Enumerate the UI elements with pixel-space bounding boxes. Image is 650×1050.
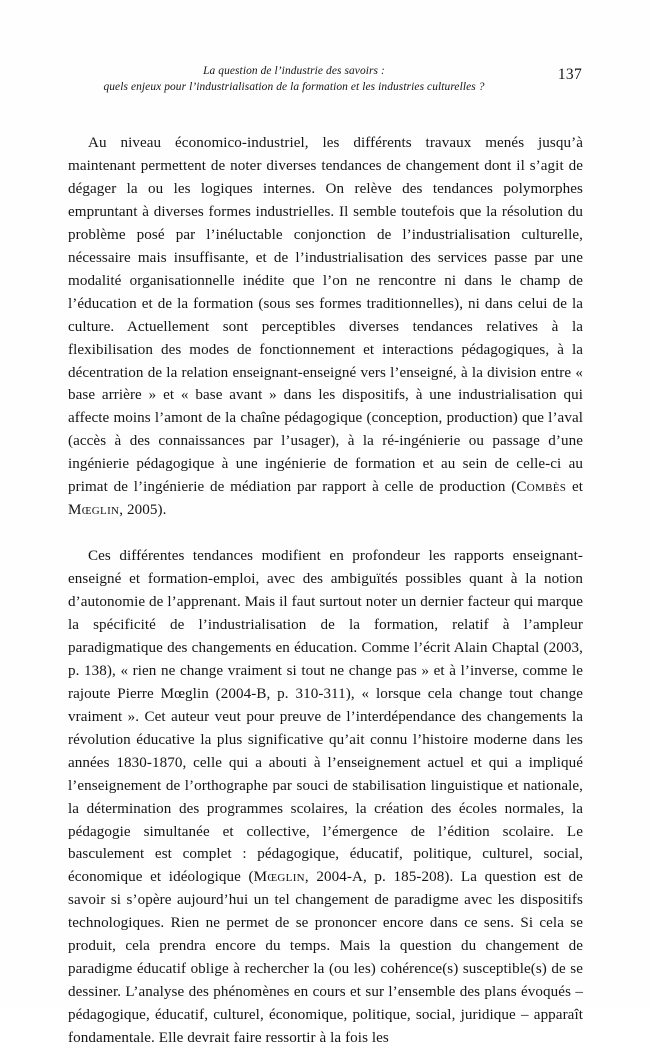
citation-author-moeglin-2: Mœglin [253,869,305,886]
running-head [68,64,582,104]
running-head-line-1: La question de l’industrie des savoirs : [203,65,385,77]
citation-conjunction: et [566,479,583,496]
paragraph-1 [68,132,583,522]
body-text-block [68,132,583,1050]
paragraph-1-text: Au niveau économico-industriel, les différents travaux menés jusqu’à maintenant permettent de noter diverses tendances de changement dont il s’agit de dégager la ou les logiques internes. On relève des tendances polymorphes empruntant à diverses formes industrielles. Il semble toutefois que la résolution du problème posé par l’inéluctable conjonction de l’industrialisation culturelle, nécessaire mais insuffisante, et de l’industrialisation des services passe par une modalité organisationnelle inédite que l’on ne rencontre ni dans le champ de l’éducation et de la formation (sous ses formes traditionnelles), ni dans celui de la culture. Actuellement sont perceptibles diverses tendances relatives à la flexibilisation des modes de fonctionnement et interactions pédagogiques, à la décentration de la relation enseignant-enseigné vers l’enseigné, à la division entre « base arrière » et « base avant » dans les dispositifs, à une industrialisation qui affecte moins l’amont de la chaîne pédagogique (conception, production) que l’aval (accès à des connaissances par l’usager), à la ré-ingénierie ou passage d’une ingénierie pédagogique à une ingénierie de formation et au sein de celle-ci au primat de l’ingénierie de médiation par rapport à celle de production ( [68,135,583,496]
paragraph-2-segment-2: , 2004-A, p. 185-208). La question est de savoir si s’opère aujourd’hui un tel changement de paradigme avec les dispositifs technologiques. Rien ne permet de se prononcer encore dans ce sens. Si cela se produit, cela prendra encore du temps. Mais la question du changement de paradigme éducatif oblige à rechercher la (ou les) cohérence(s) susceptible(s) de se dessiner. L’analyse des phénomènes en cours et sur l’ensemble des plans évoqués – pédagogique, éducatif, culturel, économique, politique, social, juridique – apparaît fondamentale. Elle devrait faire ressortir à la fois les [68,869,583,1047]
citation-author-moeglin: Mœglin [68,502,120,519]
paragraph-2 [68,545,583,1050]
running-head-line-2: quels enjeux pour l’industrialisation de la formation et les industries culturelles ? [103,80,485,93]
page-number: 137 [557,66,582,83]
citation-author-combes: Combès [516,479,567,496]
running-head-title [68,64,582,95]
paragraph-2-segment-1: Ces différentes tendances modifient en profondeur les rapports enseignant-enseigné et formation-emploi, avec des ambiguïtés possibles quant à la notion d’autonomie de l’apprenant. Mais il faut surtout noter un dernier facteur qui marque la spécificité de l’industrialisation de la formation, relatif à l’ampleur paradigmatique des changements en éducation. Comme l’écrit Alain Chaptal (2003, p. 138), « rien ne change vraiment si tout ne change pas » et à l’inverse, comme le rajoute Pierre Mœglin (2004-B, p. 310-311), « lorsque cela change tout change vraiment ». Cet auteur veut pour preuve de l’interdépendance des changements la révolution éducative la plus significative qu’ait connu l’histoire moderne dans les années 1830-1870, celle qui a abouti à l’enseignement actuel et qui a impliqué l’enseignement de l’orthographe par souci de stabilisation linguistique et nationale, la détermination des programmes scolaires, la création des écoles normales, la pédagogie simultanée et collective, l’émergence de l’édition scolaire. Le basculement est complet : pédagogique, éducatif, politique, culturel, social, économique et idéologique ( [68,548,583,886]
citation-year-tail: , 2005). [119,502,167,519]
